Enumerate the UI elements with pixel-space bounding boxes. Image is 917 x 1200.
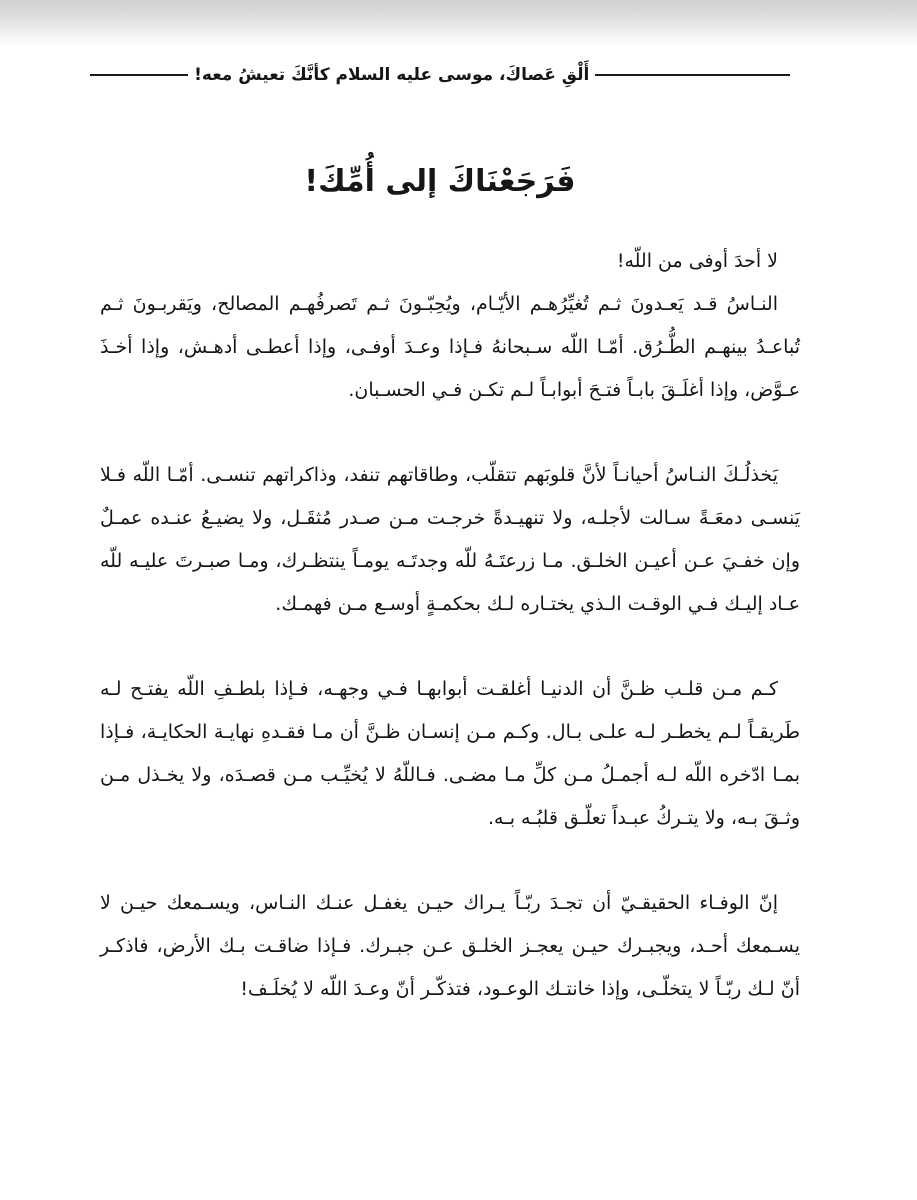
paragraph-true-loyalty: إنّ الوفـاء الحقيقـيّ أن تجـدَ ربّـاً يـراك حيـن يغفـل عنـك النـاس، ويسـمعك حيـن لا يسـمعك أحـد، ويجبـرك حيـن يعجـز الخلـق عـن جبـرك. فـإذا ضاقـت بـك الأرض، فاذكـر أنّ لـك ربّـاً لا يتخلّـى، وإذا خانتـك الوعـود، فتذكّـر أنّ وعـدَ اللّه لا يُخلَـف! <box>100 892 800 1000</box>
page-body <box>100 240 800 1011</box>
running-header-title: أَلْقِ عَصاكَ، موسى عليه السلام كأنَّكَ تعيشُ معه! <box>194 65 590 85</box>
paragraph-opening-line: لا أحدَ أوفى من اللّه! <box>616 250 778 272</box>
running-header <box>90 60 790 90</box>
chapter-title: فَرَجَعْنَاكَ إلى أُمِّكَ! <box>304 164 576 199</box>
paragraph-closed-doors: كـم مـن قلـب ظـنَّ أن الدنيـا أغلقـت أبوابهـا فـي وجهـه، فـإذا بلطـفِ اللّه يفتـح لـه طَريقـاً لـم يخطـر لـه علـى بـال. وكـم مـن إنسـان ظـنَّ أن مـا فقـدهِ نهايـة الحكايـة، فـإذا بمـا ادّخره اللّه لـه أجمـلُ مـن كلِّ مـا مضـى. فـاللّهُ لا يُخيِّـب مـن قصـدَه، ولا يخـذل مـن وثـقَ بـه، ولا يتـركُ عبـداً تعلّـق قلبُـه بـه. <box>100 678 800 829</box>
header-rule-right <box>595 74 790 76</box>
paragraph-people-promises: النـاسُ قـد يَعـدونَ ثـم تُغيِّرُهـم الأيّـام، ويُحِبّـونَ ثـم تَصرفُهـم المصالح، ويَقربـونَ ثـم تُباعـدُ بينهـم الطُّـرُق. أمّـا اللّه سـبحانهُ فـإذا وعـدَ أوفـى، وإذا أعطـى أدهـش، وإذا أخـذَ عـوَّض، وإذا أغلَـقَ بابـاً فتـحَ أبوابـاً لـم تكـن فـي الحسـبان. <box>100 293 800 401</box>
page-top-shadow <box>0 0 917 48</box>
header-rule-left <box>90 74 188 76</box>
paragraph-people-forsake: يَخذلُـكَ النـاسُ أحيانـاً لأنَّ قلوبَهم تتقلّب، وطاقاتهم تنفد، وذاكراتهم تنسـى. أمّـا اللّه فـلا يَنسـى دمعَـةً سـالت لأجلـه، ولا تنهيـدةً خرجـت مـن صـدر مُثقَـل، ولا يضيـعُ عنـده عمـلٌ وإن خفـيَ عـن أعيـن الخلـق. مـا زرعتَـهُ للّه وجدتَـه يومـاً ينتظـرك، ومـا صبـرتَ عليـه للّه عـاد إليـك فـي الوقـت الـذي يختـاره لـك بحكمـةٍ أوسـع مـن فهمـك. <box>100 464 800 615</box>
